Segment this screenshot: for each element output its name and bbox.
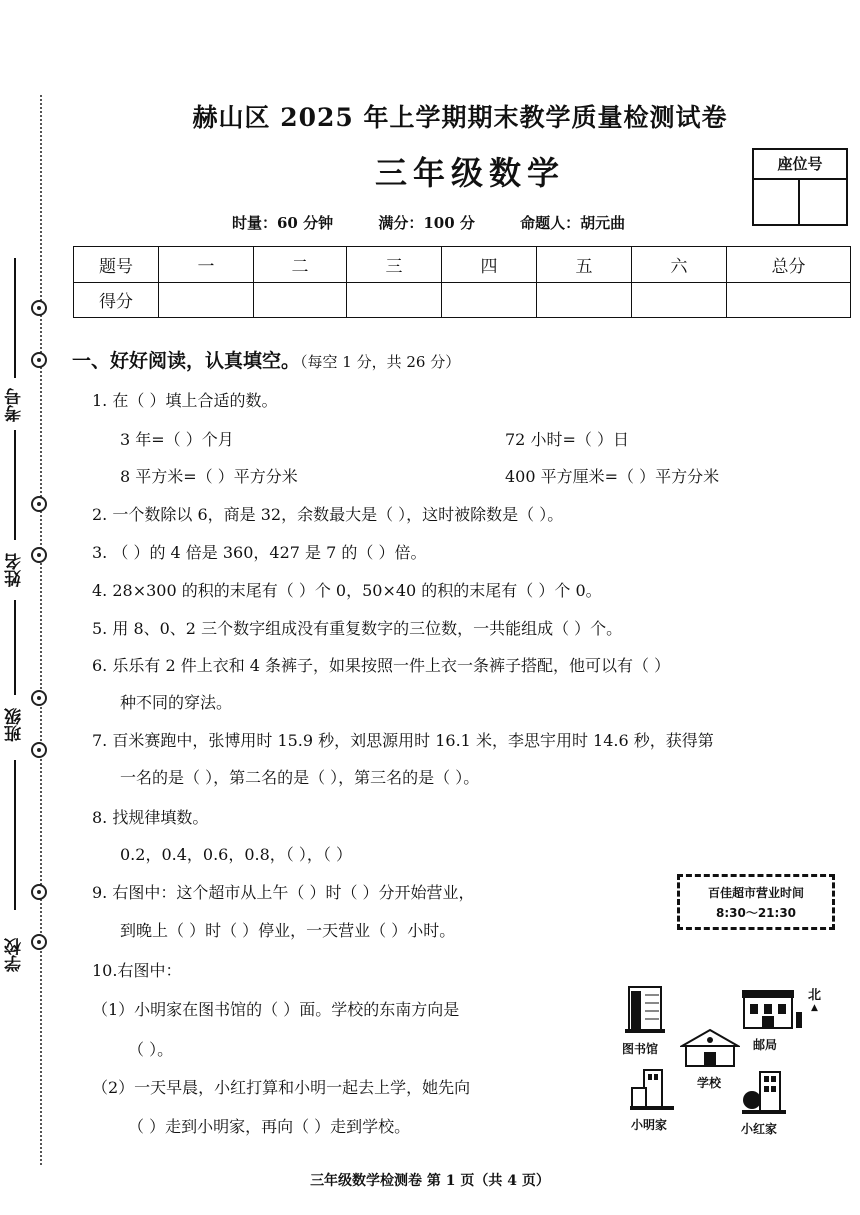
section-title <box>72 346 460 373</box>
post-office-label: 邮局 <box>753 1038 778 1052</box>
blank-line-class <box>14 600 16 695</box>
library-building-icon <box>625 985 667 1035</box>
score-table-cell: 一 <box>159 247 254 283</box>
score-table-cell: 五 <box>537 247 632 283</box>
score-table-score-row <box>74 282 851 318</box>
question-10-2-cont: （ ）走到小明家，再向（ ）走到学校。 <box>128 1117 411 1136</box>
score-input-cell[interactable] <box>632 282 727 318</box>
question-7-cont: 一名的是（ ），第二名的是（ ），第三名的是（ ）。 <box>120 768 480 787</box>
score-input-cell[interactable] <box>254 282 347 318</box>
name-label: 姓名 <box>5 553 25 587</box>
binding-hole <box>31 884 47 900</box>
xiaoming-home-icon <box>630 1066 674 1112</box>
score-table-cell: 得分 <box>74 282 159 318</box>
question-8: 8. 找规律填数。 <box>92 808 209 827</box>
school-building-icon <box>680 1028 740 1068</box>
score-table-header-row <box>74 247 851 283</box>
blank-line-school <box>14 760 16 910</box>
question-8-item: 0.2，0.4，0.6，0.8，（ ），（ ） <box>120 845 352 864</box>
question-1-item: 400 平方厘米=（ ）平方分米 <box>505 467 720 486</box>
section-note: （每空 1 分，共 26 分） <box>300 353 461 371</box>
section-title-text: 一、好好阅读，认真填空。 <box>72 350 301 372</box>
exam-subtitle: 三年级数学 <box>374 154 565 192</box>
school-label: 学校 <box>5 938 25 972</box>
score-input-cell[interactable] <box>159 282 254 318</box>
score-input-cell[interactable] <box>537 282 632 318</box>
xiaohong-home-label: 小红家 <box>741 1122 778 1136</box>
store-hours-title: 百佳超市营业时间 <box>707 886 804 900</box>
binding-hole <box>31 742 47 758</box>
question-10-1: （1）小明家在图书馆的（ ）面。学校的东南方向是 <box>92 1000 460 1019</box>
question-2: 2. 一个数除以 6，商是 32，余数最大是（ ），这时被除数是（ ）。 <box>92 505 564 524</box>
binding-hole <box>31 352 47 368</box>
exam-full-score: 满分：100 分 <box>378 214 475 232</box>
score-table-cell: 二 <box>254 247 347 283</box>
question-1-item: 8 平方米=（ ）平方分米 <box>120 467 298 486</box>
seat-number-label: 座位号 <box>754 150 846 180</box>
question-5: 5. 用 8、0、2 三个数字组成没有重复数字的三位数，一共能组成（ ）个。 <box>92 619 623 638</box>
question-9: 9. 右图中：这个超市从上午（ ）时（ ）分开始营业， <box>92 883 475 902</box>
binding-hole <box>31 496 47 512</box>
question-1-item: 72 小时=（ ）日 <box>505 430 629 449</box>
exam-author: 命题人：胡元曲 <box>520 214 626 232</box>
score-input-cell[interactable] <box>727 282 851 318</box>
score-table-cell: 题号 <box>74 247 159 283</box>
xiaohong-home-icon <box>742 1070 786 1116</box>
score-table-cell: 总分 <box>727 247 851 283</box>
store-hours-time: 8:30～21:30 <box>715 906 797 920</box>
question-10-2: （2）一天早晨，小红打算和小明一起去上学，她先向 <box>92 1078 471 1097</box>
blank-line-extra <box>14 258 16 378</box>
score-table <box>73 246 851 318</box>
binding-hole <box>31 934 47 950</box>
page-footer: 三年级数学检测卷 第 1 页（共 4 页） <box>310 1173 550 1189</box>
score-input-cell[interactable] <box>347 282 442 318</box>
question-10: 10.右图中： <box>92 961 182 980</box>
seat-box-divider <box>798 180 800 224</box>
binding-hole <box>31 690 47 706</box>
question-9-cont: 到晚上（ ）时（ ）停业，一天营业（ ）小时。 <box>120 921 456 940</box>
question-1-item: 3 年=（ ）个月 <box>120 430 234 449</box>
library-label: 图书馆 <box>622 1042 659 1056</box>
post-office-building-icon <box>742 988 804 1032</box>
question-4: 4. 28×300 的积的末尾有（ ）个 0，50×40 的积的末尾有（ ）个 0。 <box>92 581 602 600</box>
binding-hole <box>31 300 47 316</box>
seat-number-box <box>752 148 848 226</box>
north-indicator <box>808 984 821 1013</box>
xiaoming-home-label: 小明家 <box>631 1118 668 1132</box>
blank-line-name <box>14 430 16 540</box>
store-hours-box <box>677 874 835 930</box>
exam-time: 时量：60 分钟 <box>232 214 334 232</box>
school-label: 学校 <box>697 1076 722 1090</box>
binding-hole <box>31 547 47 563</box>
north-label: 北 <box>808 988 822 1003</box>
exam-title: 赫山区 2025 年上学期期末教学质量检测试卷 <box>192 103 728 132</box>
question-1: 1. 在（ ）填上合适的数。 <box>92 391 278 410</box>
question-7: 7. 百米赛跑中，张博用时 15.9 秒，刘思源用时 16.1 米，李思宇用时 14.6 秒，获得第 <box>92 731 714 750</box>
score-table-cell: 四 <box>442 247 537 283</box>
binding-dotted-line <box>40 95 42 1165</box>
score-input-cell[interactable] <box>442 282 537 318</box>
exam-meta <box>232 212 665 233</box>
score-table-cell: 六 <box>632 247 727 283</box>
question-6: 6. 乐乐有 2 件上衣和 4 条裤子，如果按照一件上衣一条裤子搭配，他可以有（ ） <box>92 656 671 675</box>
class-label: 班级 <box>5 708 25 742</box>
extra-label: 考号 <box>5 388 25 422</box>
north-arrow-icon: ▲ <box>811 1003 818 1013</box>
question-6-cont: 种不同的穿法。 <box>120 693 233 712</box>
score-table-cell: 三 <box>347 247 442 283</box>
question-3: 3. （ ）的 4 倍是 360，427 是 7 的（ ）倍。 <box>92 543 427 562</box>
question-10-1-cont: （ ）。 <box>128 1040 174 1059</box>
